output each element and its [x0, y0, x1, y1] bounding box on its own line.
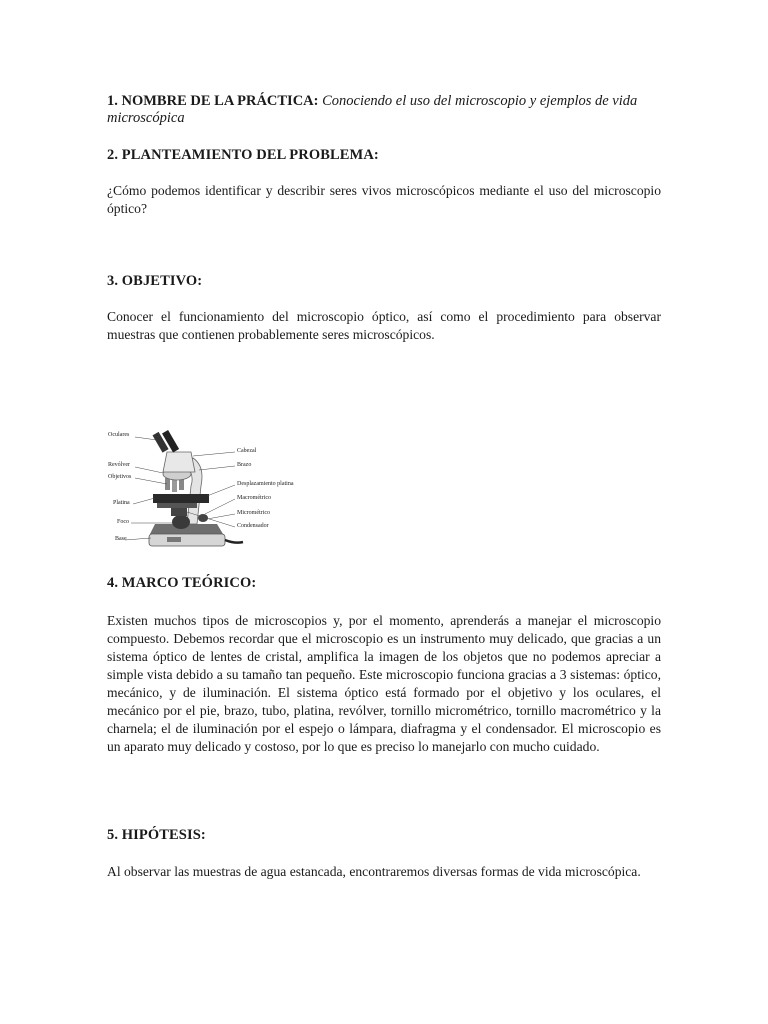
figure-label-desplazamiento: Desplazamiento platina — [237, 481, 294, 487]
figure-label-oculares: Oculares — [108, 432, 130, 438]
theory-heading: 4. MARCO TEÓRICO: — [107, 575, 257, 591]
figure-label-cabezal: Cabezal — [237, 448, 257, 454]
theory-text: Existen muchos tipos de microscopios y, por el momento, aprenderás a manejar el microscopio compuesto. Debemos recordar que el microscopio es un instrumento muy delicado, que gracias a un sistema óptico de lentes de cristal, amplifica la imagen de los objetos que no podemos apreciar a simple vista debido a su tamaño tan pequeño. Este microscopio funciona gracias a 3 sistemas: óptico, mecánico, y de iluminación. El sistema óptico está formado por el objetivo y los oculares, el mecánico por el pie, brazo, tubo, platina, revólver, tornillo micrométrico, tornillo macrométrico y la charnela; el de iluminación por el espejo o lámpara, diafragma y el condensador. El microscopio es un aparato muy delicado y costoso, por lo que es preciso lo manejarlo con mucho cuidado. — [107, 613, 661, 754]
microscope-figure — [105, 426, 310, 556]
objective-heading: 3. OBJETIVO: — [107, 273, 203, 289]
figure-label-revolver: Revólver — [108, 462, 130, 468]
practice-title-line2: microscópica — [107, 110, 185, 126]
figure-label-foco: Foco — [117, 519, 129, 525]
practice-title-line1: Conociendo el uso del microscopio y ejemplos de vida — [322, 93, 638, 109]
figure-label-macrometrico: Macrométrico — [237, 495, 271, 501]
hypothesis-text: Al observar las muestras de agua estancada, encontraremos diversas formas de vida microscópica. — [107, 864, 641, 879]
figure-label-platina: Platina — [113, 500, 130, 506]
problem-text: ¿Cómo podemos identificar y describir seres vivos microscópicos mediante el uso del microscopio óptico? — [107, 183, 661, 216]
figure-label-brazo: Brazo — [237, 462, 252, 468]
problem-heading: 2. PLANTEAMIENTO DEL PROBLEMA: — [107, 147, 379, 163]
figure-label-micrometrico: Micrométrico — [237, 510, 270, 516]
objective-text: Conocer el funcionamiento del microscopio óptico, así como el procedimiento para observar muestras que contienen probablemente seres microscópicos. — [107, 309, 661, 342]
practice-label: 1. NOMBRE DE LA PRÁCTICA: — [107, 93, 319, 109]
practice-title — [107, 93, 667, 110]
practice-title-wrap — [107, 110, 667, 127]
figure-label-objetivos: Objetivos — [108, 474, 132, 480]
hypothesis-heading: 5. HIPÓTESIS: — [107, 827, 206, 843]
microscope-illustration — [105, 426, 310, 556]
figure-label-base: Base — [115, 536, 127, 542]
figure-label-condensador: Condensador — [237, 523, 269, 529]
